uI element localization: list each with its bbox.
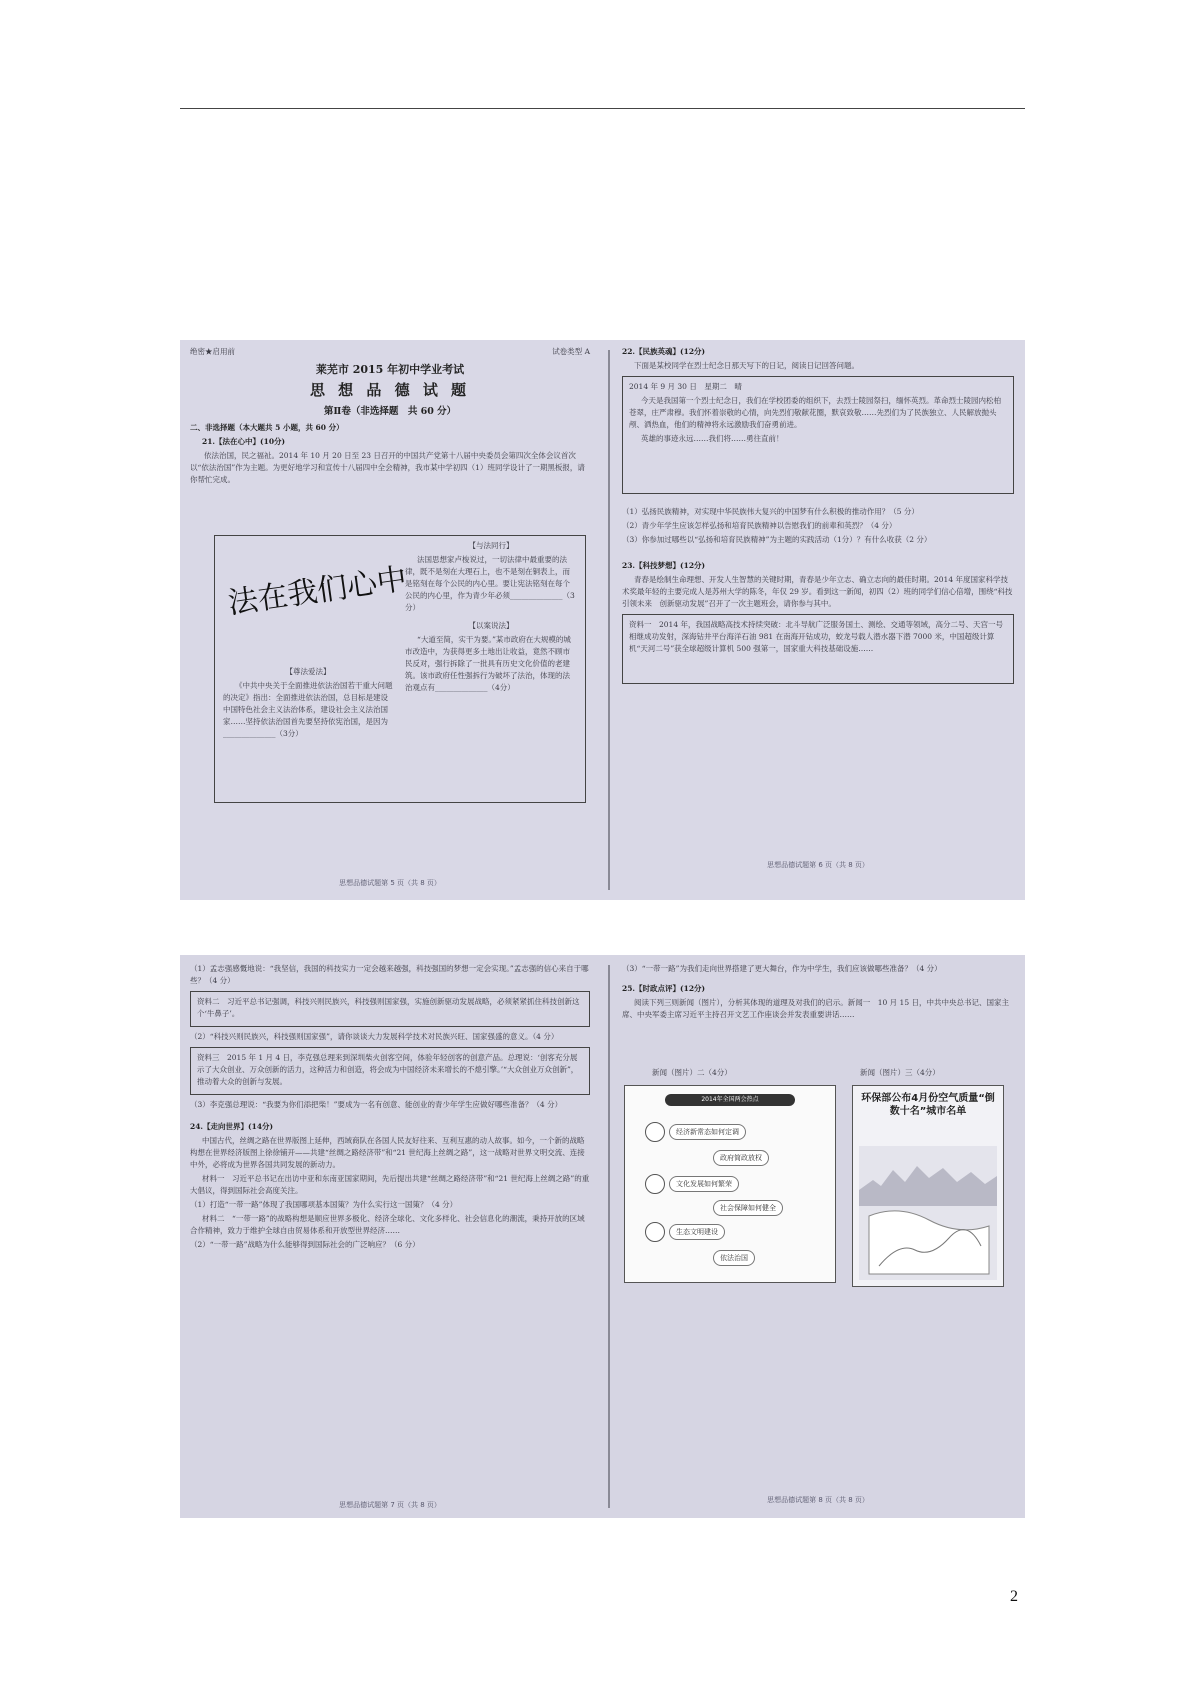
q22-part1: （1）弘扬民族精神，对实现中华民族伟大复兴的中国梦有什么积极的推动作用？（5 分） [622,507,919,516]
q22-intro: 下面是某校同学在烈士纪念日那天写下的日记，阅读日记回答问题。 [634,361,859,370]
poster-2-item: 社会保障如何健全 [713,1200,783,1216]
diary-date: 2014 年 9 月 30 日 星期二 晴 [629,382,742,391]
q23-material-2 [190,991,590,1027]
diary-box [622,376,1014,494]
q24-material-1: 材料一 习近平总书记在出访中亚和东南亚国家期间，先后提出共建“丝绸之路经济带”和“21 世纪海上丝绸之路”的重大倡议，得到国际社会高度关注。 [190,1174,590,1195]
q23-part3: （3）李克强总理说：“我要为你们添把柴！”要成为一名有创意、能创业的青少年学生应做好哪些准备？（4 分） [190,1100,563,1109]
q23-heading: 23.【科技梦想】(12分) [622,561,706,570]
q23-material-3-text: 资料三 2015 年 1 月 4 日，李克强总理来到深圳柴火创客空间，体验年轻创客的创意产品。总理说：‘创客充分展示了大众创业、万众创新的活力，这种活力和创造，将会成为中国经济未来增长的不熄引擎。’“大众创业万众创新”，推动着大众的创新与发展。 [197,1053,579,1086]
diary-text: 今天是我国第一个烈士纪念日，我们在学校团委的组织下，去烈士陵园祭扫，缅怀英烈。革命烈士陵园内松柏苍翠，庄严肃穆。我们怀着崇敬的心情，向先烈们敬献花圈，默哀致敬……先烈们为了民族独立、人民解放抛头颅、洒热血，他们的精神将永远激励我们奋勇前进。 [629,396,1001,429]
news-3-label: 新闻（图片）三（4分） [860,1068,940,1077]
q21-text: 依法治国，民之福祉。2014 年 10 月 20 日至 23 日召开的中国共产党第十八届中央委员会第四次全体会议首次以“依法治国”作为主题。为更好地学习和宣传十八届四中全会精神，我市某中学初四（1）班同学设计了一期黑板报，请你帮忙完成。 [190,451,585,484]
subsection-respect-law: 【尊法爱法】 [285,667,331,676]
poster-2-item: 文化发展如何繁荣 [669,1176,739,1192]
exam-subject: 思 想 品 德 试 题 [309,381,471,399]
blackboard-box [214,535,586,803]
poster-2-title: 2014年全国两会热点 [665,1094,795,1106]
subsection-with-law-text: 法国思想家卢梭说过，一切法律中最重要的法律，既不是刻在大理石上，也不是刻在铜表上，而是铭刻在每个公民的内心里。要让宪法铭刻在每个公民的内心里，作为青少年必须______________（3分） [405,555,575,612]
q24-part3: （3）“一带一路”为我们走向世界搭建了更大舞台，作为中学生，我们应该做哪些准备？（4 分） [622,964,942,973]
q23-material-2-text: 资料二 习近平总书记强调，科技兴则民族兴，科技强则国家强，实施创新驱动发展战略，必须紧紧抓住科技创新这个‘牛鼻子’。 [197,997,580,1018]
diary-end: 英雄的事迹永远……我们将……勇往直前！ [641,434,784,443]
exam-title: 莱芜市 2015 年初中学业考试 [315,363,465,376]
q23-material-3 [190,1047,590,1095]
topic-icon [645,1222,665,1242]
poster-2-item: 经济新常态如何定调 [669,1124,746,1140]
exam-page-6 [622,346,1014,688]
exam-page-7 [190,963,590,1253]
exam-page-5 [190,346,590,488]
poster-2-item: 政府简政放权 [713,1150,769,1166]
q23-part1: （1）孟志强感慨地说：“我坚信，我国的科技实力一定会越来越强，科技强国的梦想一定会实现。”孟志强的信心来自于哪些？（4 分） [190,964,589,985]
scan-photo-pages-5-6 [180,340,1025,900]
poster-3-title: 环保部公布4月份空气质量“倒数十名”城市名单 [861,1093,995,1117]
subsection-case-text: “大道至简，实干为要。”某市政府在大规模的城市改造中，为获得更多土地出让收益，竟然不顾市民反对，强行拆除了一批具有历史文化价值的老建筑。该市政府任性强拆行为破坏了法治，体现的法治观点有______________（4分） [405,635,571,692]
section-title: 第Ⅱ卷（非选择题 共 60 分） [323,406,457,417]
city-skyline-map-image [859,1146,997,1280]
topic-icon [645,1122,665,1142]
page-divider [608,965,610,1508]
q25-text: 阅读下列三则新闻（图片），分析其体现的道理及对我们的启示。新闻一 10 月 15 日，中共中央总书记、国家主席、中央军委主席习近平主持召开文艺工作座谈会并发表重要讲话…… [622,998,1009,1019]
subsection-with-law: 【与法同行】 [468,541,514,550]
q24-text: 中国古代，丝绸之路在世界版图上延伸，西域商队在各国人民友好往来、互利互惠的动人故事。如今，一个新的战略构想在世界经济版图上徐徐铺开——共建“丝绸之路经济带”和“21 世纪海上丝绸之路”，这一战略对世界文明交流、连接中外，必将成为世界各国共同发展的新动力。 [190,1136,585,1169]
exam-page-8 [622,963,1014,1023]
poster-2-item: 依法治国 [713,1250,755,1266]
top-rule [180,108,1025,109]
q24-part2: （2）“一带一路”战略为什么能够得到国际社会的广泛响应？（6 分） [190,1240,420,1249]
page-5-footer: 思想品德试题第 5 页（共 8 页） [339,879,441,887]
q21-heading: 21.【法在心中】(10分) [202,437,286,446]
q23-material-1: 资料一 2014 年，我国战略高技术持续突破：北斗导航广泛服务国土、测绘、交通等领域，高分二号、天宫一号相继成功发射，深海钻井平台海洋石油 981 在南海开钻成功，蛟龙号载人潜水器下潜 7000 米，中国超级计算机“天河二号”获全球超级计算机 500 强第一，国家重大科技基础设施…… [629,620,1003,653]
subsection-respect-law-text: 《中共中央关于全面推进依法治国若干重大问题的决定》指出：全面推进依法治国，总目标是建设中国特色社会主义法治体系，建设社会主义法治国家……坚持依法治国首先要坚持依宪治国，是因为______________（3分） [223,681,393,738]
q23-part2: （2）“科技兴则民族兴，科技强则国家强”，请你谈谈大力发展科学技术对民族兴旺、国家强盛的意义。（4 分） [190,1032,559,1041]
q22-part2: （2）青少年学生应该怎样弘扬和培育民族精神以告慰我们的前辈和英烈？（4 分） [622,521,897,530]
news-2-label: 新闻（图片）二（4分） [652,1068,732,1077]
page-7-footer: 思想品德试题第 7 页（共 8 页） [339,1501,441,1509]
scan-photo-pages-7-8 [180,955,1025,1518]
topic-icon [645,1174,665,1194]
paper-type: 试卷类型 A [552,347,590,356]
instructions: 二、非选择题（本大题共 5 小题，共 60 分） [190,423,344,432]
q22-heading: 22.【民族英魂】(12分) [622,347,706,356]
page-number: 2 [1010,1588,1018,1605]
q24-heading: 24.【走向世界】(14分) [190,1122,274,1131]
poster-2-item: 生态文明建设 [669,1224,725,1240]
page-6-footer: 思想品德试题第 6 页（共 8 页） [767,861,869,869]
q22-part3: （3）你参加过哪些以“弘扬和培育民族精神”为主题的实践活动（1分）？有什么收获（2 分） [622,535,932,544]
q23-material-box [622,614,1014,684]
news-3-poster [852,1085,1004,1287]
confidential-mark: 绝密★启用前 [190,347,235,356]
subsection-case: 【以案说法】 [468,621,514,630]
calligraphy-title: 法在我们心中 [225,561,410,622]
page-divider [608,350,610,890]
q24-part1: （1）打造“一带一路”体现了我国哪项基本国策？为什么实行这一国策？（4 分） [190,1200,458,1209]
q23-text: 青春是绘制生命理想、开发人生智慧的关键时期，青春是少年立志、确立志向的最佳时期。2014 年度国家科学技术奖最年轻的主要完成人是苏州大学的陈冬，年仅 29 岁。看到这一新闻，初四（2）班的同学们信心倍增，围绕“科技引领未来 创新驱动发展”召开了一次主题班会，请你参与其中。 [622,575,1013,608]
q24-material-2: 材料二 “一带一路”的战略构想是顺应世界多极化、经济全球化、文化多样化、社会信息化的潮流，秉持开放的区域合作精神，致力于维护全球自由贸易体系和开放型世界经济…… [190,1214,585,1235]
q25-heading: 25.【时政点评】(12分) [622,984,706,993]
page-8-footer: 思想品德试题第 8 页（共 8 页） [767,1496,869,1504]
news-2-poster [624,1085,836,1283]
